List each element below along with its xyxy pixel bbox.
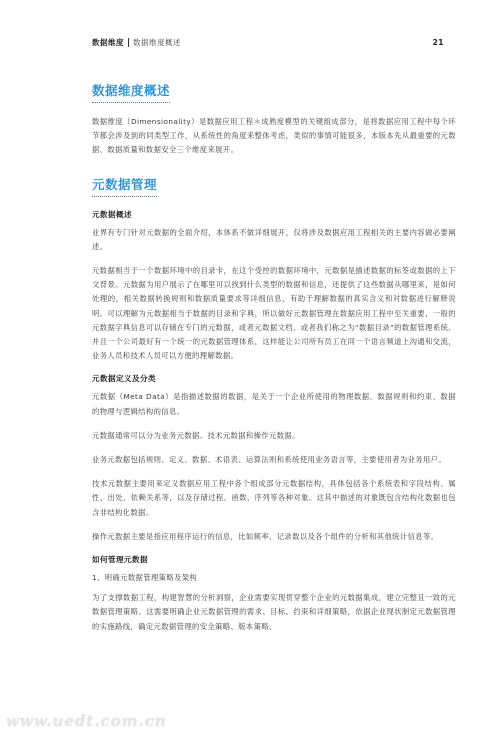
header-section: 数据维度 bbox=[92, 38, 124, 47]
section-title-metadata: 元数据管理 bbox=[92, 175, 157, 197]
paragraph: 元数据（Meta Data）是指描述数据的数据，是关于一个企业所使用的物理数据、数据规则和约束、数据的物理与逻辑结构的信息。 bbox=[92, 392, 456, 416]
subsection-management bbox=[92, 554, 456, 634]
subsection-heading: 元数据概述 bbox=[92, 209, 132, 219]
header-subsection: 数据维度概述 bbox=[133, 38, 181, 47]
page-content bbox=[92, 80, 456, 634]
subsection-heading: 如何管理元数据 bbox=[92, 555, 148, 565]
paragraph: 元数据通常可以分为业务元数据、技术元数据和操作元数据。 bbox=[92, 430, 300, 440]
paragraph: 技术元数据主要用来定义数据应用工程中各个组成部分元数据结构，具体包括各个系统表和字段结构、属性、出处、依赖关系等，以及存储过程、函数、序列等各种对象。这其中描述的对象既包含结构化数据也包含非结构化数据。 bbox=[92, 479, 456, 517]
section-paragraph: 数据维度（Dimensionality）是数据应用工程＊成熟度模型的关键组成部分，是将数据应用工程中每个环节都会涉及到的同类型工作，从系统性的角度来整体考虑，类似的事情可能很多，本版本先从最重要的元数据、数据质量和数据安全三个维度来展开。 bbox=[92, 117, 456, 155]
subsection-heading: 元数据定义及分类 bbox=[92, 374, 156, 384]
subsection-definition bbox=[92, 373, 456, 544]
page-number: 21 bbox=[432, 38, 444, 47]
section-title-dimensionality: 数据维度概述 bbox=[92, 81, 170, 103]
header-divider bbox=[128, 38, 129, 47]
paragraph: 业务元数据包括规则、定义、数据、术语表、运算法则和系统使用业务语言等，主要使用者为业务用户。 bbox=[92, 455, 447, 465]
paragraph: 元数据相当于一个数据环境中的目录卡，在这个受控的数据环境中，元数据是描述数据的标签或数据的上下文背景。元数据为用户展示了在哪里可以找到什么类型的数据和信息，还提供了这些数据从哪里来，是如何处理的，相关数据转换规则和数据质量要求等详细信息，有助于理解数据的真实含义和对数据进行解释说明。可以理解为元数据相当于数据的目录和字典，所以做好元数据管理在数据应用工程中至关重要，一般的元数据字典信息可以存储在专门的元数据，或者元数据文档，或者我们称之为“数据目录”的数据管理系统。并且一个公司最好有一个统一的元数据管理体系，这样能让公司所有员工在同一个语言频道上沟通和交流，业务人员和技术人员可以方便的理解数据。 bbox=[92, 266, 456, 361]
paragraph: 业界有专门针对元数据的全面介绍，本体系不做详细展开，仅将涉及数据应用工程相关的主要内容做必要阐述。 bbox=[92, 227, 456, 251]
watermark: www.uedt.com.cn bbox=[6, 712, 167, 730]
page-header bbox=[92, 37, 444, 48]
paragraph: 操作元数据主要是指应用程序运行的信息，比如频率、记录数以及各个组件的分析和其他统计信息等。 bbox=[92, 531, 439, 541]
list-item: 1、明确元数据管理策略及架构 bbox=[92, 573, 198, 583]
subsection-overview bbox=[92, 209, 456, 364]
paragraph: 为了支撑数据工程，构建智慧的分析洞察，企业需要实现贯穿整个企业的元数据集成，建立完整且一致的元数据管理策略。这需要明确企业元数据管理的需求、目标、约束和详细策略，依据企业现状制定元数据管理的实施路线，确定元数据管理的安全策略、版本策略、 bbox=[92, 593, 456, 631]
